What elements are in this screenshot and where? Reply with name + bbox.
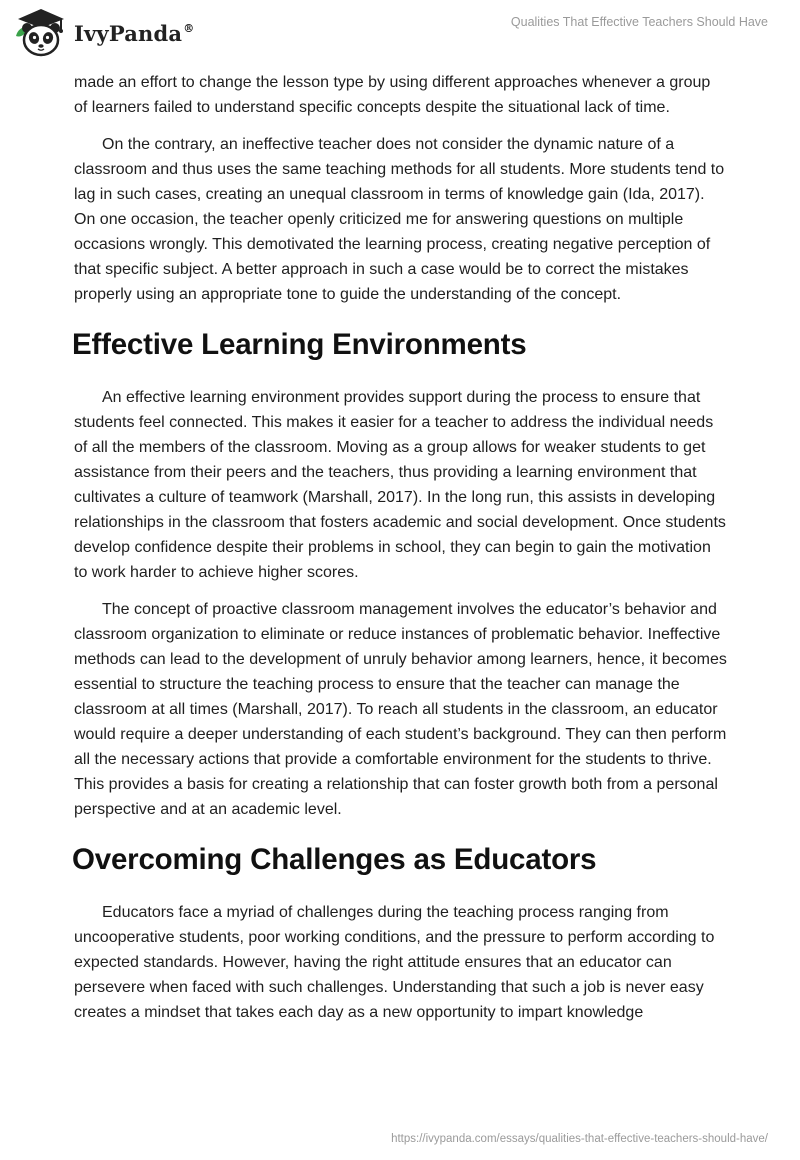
source-url-link[interactable]: https://ivypanda.com/essays/qualities-that-effective-teachers-should-have/ [391, 1133, 768, 1145]
heading-effective-learning-environments: Effective Learning Environments [72, 328, 527, 361]
ivypanda-logo[interactable] [14, 6, 194, 60]
panda-logo-icon [14, 6, 68, 60]
document-title: Qualities That Effective Teachers Should Have [510, 15, 768, 29]
paragraph-learning-environment: An effective learning environment provides support during the process to ensure that students feel connected. This makes it easier for a teacher to address the individual needs of all the members of the classroom. Moving as a group allows for weaker students to get assistance from their peers and the teachers, thus providing a learning environment that cultivates a culture of teamwork (Marshall, 2017). In the long run, this assists in developing relationships in the classroom that fosters academic and social development. Once students develop confidence despite their problems in school, they can begin to gain the motivation to work harder to achieve higher scores. [74, 389, 726, 581]
brand-name: IvyPanda® [74, 20, 195, 46]
paragraph-challenges: Educators face a myriad of challenges during the teaching process ranging from uncooperative students, poor working conditions, and the pressure to perform according to expected standards. However, having the right attitude ensures that an educator can persevere when faced with such challenges. Understanding that such a job is never easy creates a mindset that takes each day as a new opportunity to impart knowledge [74, 904, 715, 1021]
paragraph-classroom-management: The concept of proactive classroom management involves the educator’s behavior and classroom organization to eliminate or reduce instances of problematic behavior. Ineffective methods can lead to the development of unruly behavior among learners, hence, it becomes essential to structure the teaching process to ensure that the teacher can manage the classroom at all times (Marshall, 2017). To reach all students in the classroom, an educator would require a deeper understanding of each student’s background. They can then perform all the necessary actions that provide a comfortable environment for the students to thrive. This provides a basis for creating a relationship that can foster growth both from a personal perspective and at an academic level. [74, 601, 727, 818]
paragraph-continuation: made an effort to change the lesson type by using different approaches whenever a group of learners failed to understand specific concepts despite the situational lack of time. [74, 74, 711, 116]
essay-body [74, 70, 728, 1037]
page-header [0, 0, 800, 66]
paragraph-ineffective-teacher: On the contrary, an ineffective teacher does not consider the dynamic nature of a classroom and thus uses the same teaching methods for all students. More students tend to lag in such cases, creating an unequal classroom in terms of knowledge gain (Ida, 2017). On one occasion, the teacher openly criticized me for answering questions on multiple occasions wrongly. This demotivated the learning process, creating negative perception of that specific subject. A better approach in such a case would be to correct the mistakes properly using an appropriate tone to guide the understanding of the concept. [74, 136, 725, 303]
heading-overcoming-challenges: Overcoming Challenges as Educators [72, 843, 597, 876]
registered-mark: ® [183, 21, 195, 35]
